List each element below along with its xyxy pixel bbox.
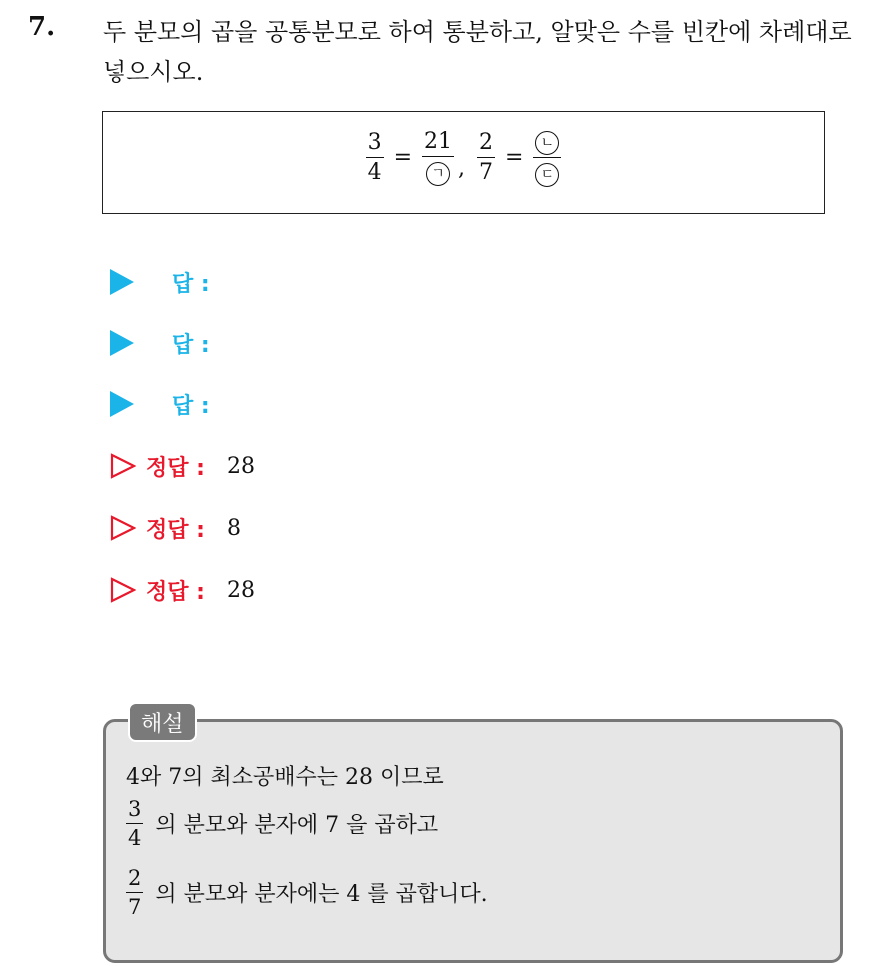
equals-sign: = bbox=[505, 145, 524, 171]
play-triangle-icon bbox=[110, 269, 134, 295]
numerator: 2 bbox=[479, 129, 493, 155]
answer-row-2[interactable] bbox=[110, 325, 210, 361]
numerator: 3 bbox=[367, 129, 382, 155]
answer-row-3[interactable] bbox=[110, 386, 210, 422]
comma: , bbox=[458, 156, 465, 182]
circled-nieun: ㄴ bbox=[535, 131, 559, 155]
denominator: 7 bbox=[128, 895, 142, 920]
correct-answer-value: 8 bbox=[226, 515, 241, 541]
denominator: 4 bbox=[367, 160, 382, 186]
explanation-text: 의 분모와 분자에는 4 를 곱합니다. bbox=[155, 882, 488, 908]
fraction-21-blank bbox=[422, 129, 454, 186]
outline-triangle-icon bbox=[110, 577, 136, 603]
fraction-3-4 bbox=[126, 797, 143, 850]
fraction-blank-blank bbox=[533, 128, 561, 187]
blank-a bbox=[424, 159, 452, 186]
answer-row-1[interactable] bbox=[110, 264, 210, 300]
explanation-text: 의 분모와 분자에 7 을 곱하고 bbox=[155, 813, 439, 839]
denominator: 4 bbox=[128, 826, 142, 851]
blank-b bbox=[533, 128, 561, 155]
circled-giyeok: ㄱ bbox=[426, 162, 450, 186]
explanation-line-1: 4와 7의 최소공배수는 28 이므로 bbox=[126, 765, 444, 790]
correct-answer-label: 정답 : bbox=[146, 517, 205, 543]
numerator: 2 bbox=[128, 866, 142, 890]
question-text: 두 분모의 곱을 공통분모로 하여 통분하고, 알맞은 수를 빈칸에 차례대로 넣으시오. bbox=[103, 18, 852, 86]
equation bbox=[103, 128, 824, 187]
numerator: 3 bbox=[128, 797, 142, 821]
play-triangle-icon bbox=[110, 330, 134, 356]
denominator: 7 bbox=[479, 160, 493, 186]
correct-answer-row-3 bbox=[110, 572, 255, 608]
answer-label: 답 : bbox=[172, 393, 210, 419]
fraction-2-7 bbox=[477, 130, 495, 186]
equals-sign: = bbox=[393, 145, 412, 171]
question-number: 7. bbox=[28, 12, 56, 42]
explanation-tab: 해설 bbox=[128, 702, 197, 742]
correct-answer-label: 정답 : bbox=[146, 579, 205, 605]
outline-triangle-icon bbox=[110, 453, 136, 479]
answer-label: 답 : bbox=[172, 271, 210, 297]
correct-answer-value: 28 bbox=[226, 577, 255, 603]
blank-c bbox=[533, 160, 561, 187]
circled-digeut: ㄷ bbox=[535, 163, 559, 187]
fraction-3-4 bbox=[366, 130, 384, 186]
correct-answer-row-1 bbox=[110, 448, 255, 484]
numerator: 21 bbox=[424, 128, 452, 154]
answer-label: 답 : bbox=[172, 332, 210, 358]
outline-triangle-icon bbox=[110, 515, 136, 541]
play-triangle-icon bbox=[110, 391, 134, 417]
equation-box bbox=[102, 111, 825, 214]
explanation-line-2 bbox=[126, 797, 438, 850]
correct-answer-label: 정답 : bbox=[146, 455, 205, 481]
correct-answer-row-2 bbox=[110, 510, 241, 546]
correct-answer-value: 28 bbox=[226, 453, 255, 479]
explanation-line-3 bbox=[126, 866, 488, 919]
fraction-2-7 bbox=[126, 866, 143, 919]
